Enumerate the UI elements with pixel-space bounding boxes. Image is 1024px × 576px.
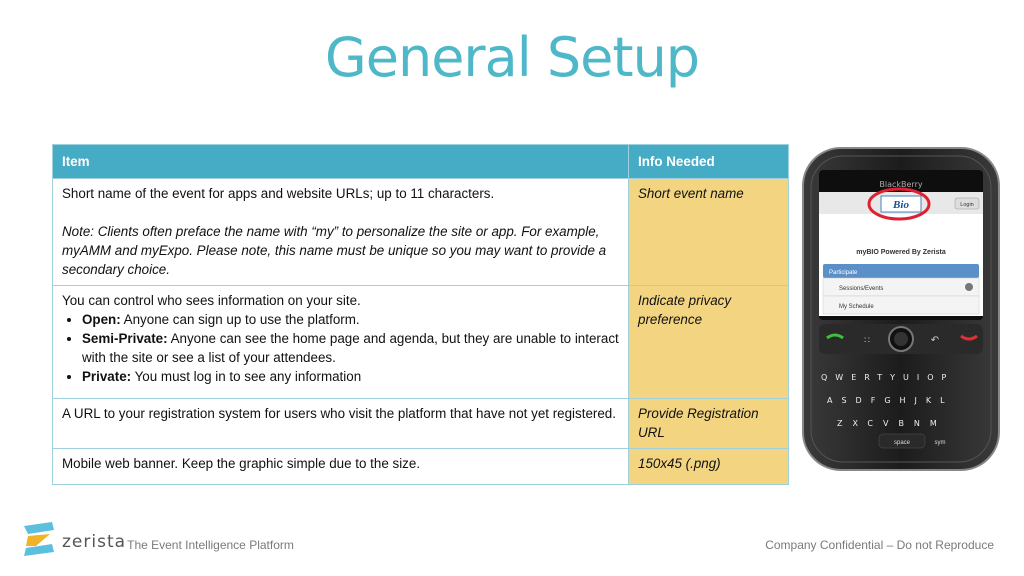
footer-tagline: - The Event Intelligence Platform: [120, 538, 294, 552]
info-cell: Indicate privacy preference: [629, 286, 789, 399]
option-label: Semi-Private:: [82, 331, 168, 346]
table-row: [53, 449, 789, 485]
keyboard: [821, 373, 954, 428]
space-key: space: [893, 440, 911, 446]
sym-key: sym: [934, 440, 946, 446]
option-label: Open:: [82, 312, 121, 327]
list-item: [82, 367, 619, 386]
list-item: [82, 310, 619, 329]
phone-brand: BlackBerry: [879, 180, 923, 189]
option-text: You must log in to see any information: [131, 369, 362, 384]
option-text: Anyone can see the home page and agenda, but they are unable to interact with the site or see a list of your attendees.: [82, 331, 619, 365]
slide-title: General Setup: [324, 26, 700, 89]
zerista-wordmark: zerista: [62, 532, 127, 552]
list-item: [82, 329, 619, 367]
item-text: You can control who sees information on your site.: [62, 293, 361, 308]
table-header-row: [53, 145, 789, 179]
menu-item-schedule: My Schedule: [839, 304, 874, 310]
table-row: [53, 286, 789, 399]
table-row: [53, 399, 789, 449]
header-item: Item: [53, 145, 629, 179]
keyboard-row-1: QWERTYUIOP: [821, 373, 955, 382]
footer-confidential: Company Confidential – Do not Reproduce: [765, 538, 994, 552]
back-key-icon: ↶: [930, 335, 940, 346]
info-cell: 150x45 (.png): [629, 449, 789, 485]
info-cell: Provide Registration URL: [629, 399, 789, 449]
item-cell: Mobile web banner. Keep the graphic simple due to the size.: [53, 449, 629, 485]
zerista-logo-icon: [22, 522, 56, 558]
item-cell: A URL to your registration system for users who visit the platform that have not yet registered.: [53, 399, 629, 449]
menu-item-sessions: Sessions/Events: [839, 286, 884, 292]
keyboard-row-2: ASDFGHJKL: [827, 396, 954, 405]
menu-key-icon: ∷: [864, 335, 870, 345]
setup-table: [52, 144, 789, 485]
item-cell: [53, 286, 629, 399]
option-label: Private:: [82, 369, 132, 384]
bio-logo-text: Bio: [893, 199, 909, 211]
table-row: [53, 179, 789, 286]
header-info-needed: Info Needed: [629, 145, 789, 179]
item-text: Short name of the event for apps and website URLs; up to 11 characters.: [62, 186, 495, 201]
app-title: myBIO Powered By Zerista: [856, 249, 946, 256]
info-cell: Short event name: [629, 179, 789, 286]
login-button-label: Login: [960, 202, 974, 208]
item-note: Note: Clients often preface the name with “my” to personalize the site or app. For example, myAMM and myExpo. Please note, this name must be unique so you may want to provide a secondary choice.: [62, 224, 607, 277]
keyboard-row-3: ZXCVBNM: [837, 419, 947, 428]
blackberry-phone-image: [797, 144, 1005, 474]
section-header: Participate: [829, 270, 858, 276]
privacy-options-list: [62, 310, 619, 386]
option-text: Anyone can sign up to use the platform.: [120, 312, 360, 327]
item-cell: [53, 179, 629, 286]
